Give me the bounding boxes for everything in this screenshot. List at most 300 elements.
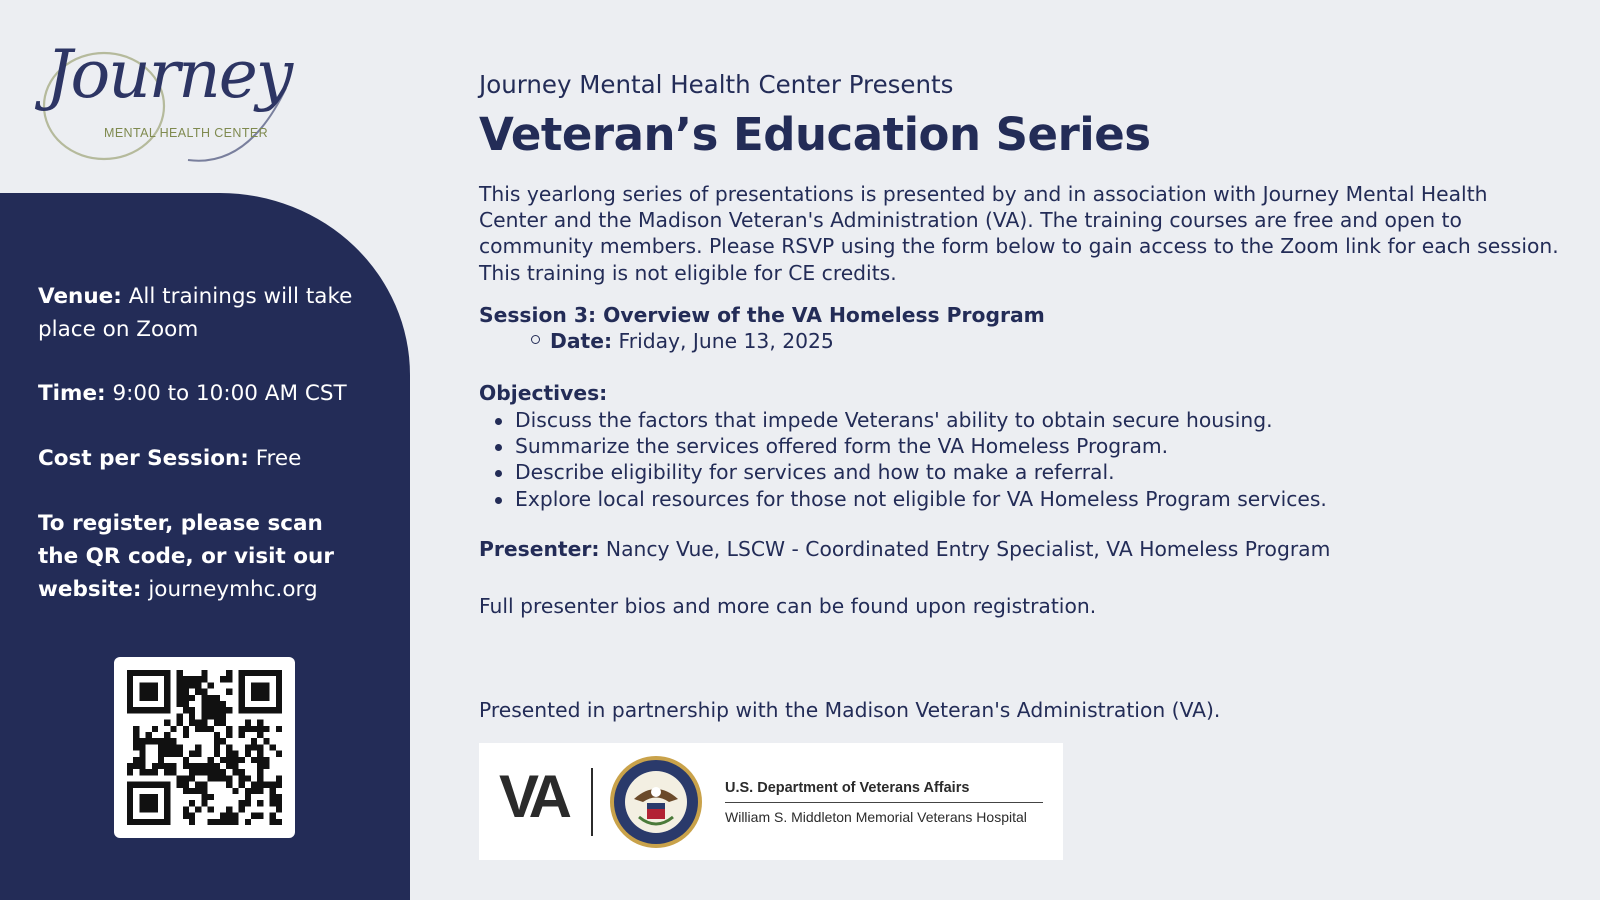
qr-module xyxy=(276,726,282,732)
qr-module xyxy=(245,751,251,757)
qr-module xyxy=(152,738,158,744)
qr-module xyxy=(189,676,195,682)
qr-module xyxy=(270,813,276,819)
qr-module xyxy=(189,788,195,794)
qr-module xyxy=(146,782,152,788)
qr-module xyxy=(251,695,257,701)
qr-module xyxy=(208,682,214,688)
qr-module xyxy=(158,782,164,788)
qr-module xyxy=(133,763,139,769)
qr-module xyxy=(195,726,201,732)
qr-module xyxy=(201,670,207,676)
qr-module xyxy=(170,726,176,732)
qr-module xyxy=(183,695,189,701)
qr-module xyxy=(158,757,164,763)
qr-module xyxy=(189,800,195,806)
qr-module xyxy=(270,670,276,676)
qr-module xyxy=(226,806,232,812)
qr-module xyxy=(257,732,263,738)
qr-module xyxy=(251,757,257,763)
qr-module xyxy=(201,763,207,769)
qr-module xyxy=(276,676,282,682)
qr-module xyxy=(195,769,201,775)
presenter-label: Presenter: xyxy=(479,537,600,561)
qr-module xyxy=(257,775,263,781)
qr-module xyxy=(133,757,139,763)
list-item: Summarize the services offered form the VA Homeless Program. xyxy=(479,433,1327,459)
qr-module xyxy=(127,794,133,800)
qr-module xyxy=(270,744,276,750)
cost-label: Cost per Session: xyxy=(38,446,249,471)
qr-module xyxy=(276,695,282,701)
qr-module xyxy=(183,726,189,732)
qr-module xyxy=(239,689,245,695)
qr-module xyxy=(164,695,170,701)
qr-module xyxy=(220,769,226,775)
qr-module xyxy=(127,806,133,812)
qr-module xyxy=(220,775,226,781)
qr-module xyxy=(139,763,145,769)
qr-module xyxy=(239,670,245,676)
qr-module xyxy=(139,682,145,688)
presenter-value: Nancy Vue, LSCW - Coordinated Entry Specialist, VA Homeless Program xyxy=(605,537,1331,561)
qr-module xyxy=(152,695,158,701)
qr-module xyxy=(201,701,207,707)
qr-module xyxy=(177,695,183,701)
qr-module xyxy=(226,813,232,819)
qr-module xyxy=(208,713,214,719)
partner-note: Presented in partnership with the Madison Veteran's Administration (VA). xyxy=(479,698,1221,722)
qr-module xyxy=(220,757,226,763)
qr-module xyxy=(226,782,232,788)
qr-module xyxy=(189,695,195,701)
qr-module xyxy=(164,751,170,757)
qr-module xyxy=(239,707,245,713)
va-seal-icon xyxy=(609,755,703,849)
logo-subtitle: MENTAL HEALTH CENTER xyxy=(104,126,269,140)
info-sidebar xyxy=(0,193,410,900)
qr-module xyxy=(152,707,158,713)
cost-value: Free xyxy=(255,446,302,471)
qr-module xyxy=(146,819,152,825)
qr-module xyxy=(263,763,269,769)
qr-module xyxy=(251,744,257,750)
qr-module xyxy=(139,757,145,763)
qr-module xyxy=(146,732,152,738)
qr-module xyxy=(195,689,201,695)
qr-module xyxy=(214,775,220,781)
qr-module xyxy=(183,813,189,819)
qr-module xyxy=(276,670,282,676)
qr-module xyxy=(164,819,170,825)
qr-module xyxy=(127,707,133,713)
qr-module xyxy=(226,707,232,713)
qr-module xyxy=(201,769,207,775)
qr-module xyxy=(164,782,170,788)
qr-module xyxy=(232,788,238,794)
qr-module xyxy=(220,720,226,726)
qr-module xyxy=(201,695,207,701)
qr-module xyxy=(239,732,245,738)
qr-module xyxy=(232,751,238,757)
qr-module xyxy=(263,757,269,763)
date-value: Friday, June 13, 2025 xyxy=(618,329,834,353)
qr-module xyxy=(201,707,207,713)
pre-title: Journey Mental Health Center Presents xyxy=(479,70,954,99)
qr-module xyxy=(270,819,276,825)
qr-module xyxy=(177,713,183,719)
qr-module xyxy=(164,676,170,682)
session-title: Session 3: Overview of the VA Homeless Program xyxy=(479,303,1045,327)
qr-module xyxy=(251,682,257,688)
list-item: Describe eligibility for services and how to make a referral. xyxy=(479,459,1327,485)
register-label: To register, please scan the QR code, or visit our website: xyxy=(38,511,334,602)
qr-module xyxy=(239,775,245,781)
time-value: 9:00 to 10:00 AM CST xyxy=(112,381,347,406)
qr-module xyxy=(195,682,201,688)
qr-module xyxy=(201,800,207,806)
cost-info xyxy=(38,442,378,475)
qr-module xyxy=(257,707,263,713)
qr-module xyxy=(189,713,195,719)
qr-module xyxy=(158,738,164,744)
qr-module xyxy=(164,701,170,707)
qr-module xyxy=(251,726,257,732)
qr-module xyxy=(195,763,201,769)
qr-module xyxy=(127,695,133,701)
qr-module xyxy=(257,726,263,732)
qr-module xyxy=(127,782,133,788)
qr-module xyxy=(183,682,189,688)
qr-module xyxy=(263,782,269,788)
qr-module xyxy=(208,769,214,775)
register-info xyxy=(38,507,358,606)
qr-module xyxy=(170,738,176,744)
qr-module xyxy=(276,782,282,788)
qr-module xyxy=(208,757,214,763)
qr-module xyxy=(257,682,263,688)
qr-module xyxy=(139,806,145,812)
qr-module xyxy=(257,769,263,775)
qr-module xyxy=(276,775,282,781)
qr-module xyxy=(214,819,220,825)
qr-module xyxy=(220,701,226,707)
qr-module xyxy=(189,775,195,781)
qr-module xyxy=(139,782,145,788)
qr-module xyxy=(232,763,238,769)
qr-module xyxy=(127,701,133,707)
qr-module xyxy=(164,788,170,794)
objectives-list xyxy=(479,407,1327,512)
qr-module xyxy=(158,819,164,825)
qr-module xyxy=(133,670,139,676)
qr-module xyxy=(232,757,238,763)
qr-module xyxy=(276,701,282,707)
qr-module xyxy=(201,713,207,719)
qr-module xyxy=(257,744,263,750)
qr-module xyxy=(189,813,195,819)
va-logo-mark: VA xyxy=(499,763,566,830)
venue-value: All trainings will take place on Zoom xyxy=(38,284,353,342)
qr-module xyxy=(214,732,220,738)
qr-module xyxy=(257,763,263,769)
qr-module xyxy=(127,800,133,806)
qr-module xyxy=(239,757,245,763)
qr-module xyxy=(127,819,133,825)
qr-module xyxy=(270,794,276,800)
qr-module xyxy=(152,794,158,800)
venue-info xyxy=(38,280,378,346)
qr-module xyxy=(177,701,183,707)
qr-module xyxy=(170,751,176,757)
qr-module xyxy=(146,769,152,775)
journey-logo xyxy=(38,36,300,170)
qr-module xyxy=(251,813,257,819)
qr-module xyxy=(239,695,245,701)
qr-module xyxy=(263,707,269,713)
session-date xyxy=(531,329,834,353)
qr-module xyxy=(146,707,152,713)
qr-module xyxy=(195,676,201,682)
qr-module xyxy=(164,800,170,806)
qr-module xyxy=(232,813,238,819)
qr-module xyxy=(263,695,269,701)
qr-module xyxy=(257,757,263,763)
qr-module xyxy=(152,769,158,775)
qr-module xyxy=(220,676,226,682)
qr-module xyxy=(177,744,183,750)
va-department: U.S. Department of Veterans Affairs xyxy=(725,780,970,796)
qr-module xyxy=(251,788,257,794)
qr-module xyxy=(189,763,195,769)
qr-module xyxy=(189,682,195,688)
qr-module xyxy=(201,782,207,788)
qr-module xyxy=(127,763,133,769)
objectives-title: Objectives: xyxy=(479,381,608,405)
qr-module xyxy=(226,689,232,695)
qr-module xyxy=(220,713,226,719)
qr-module xyxy=(208,775,214,781)
qr-module xyxy=(208,763,214,769)
presenter-info xyxy=(479,537,1330,561)
qr-module xyxy=(164,813,170,819)
qr-module xyxy=(152,763,158,769)
qr-module xyxy=(195,744,201,750)
qr-module xyxy=(189,707,195,713)
page-title: Veteran’s Education Series xyxy=(479,108,1151,161)
qr-module xyxy=(195,751,201,757)
qr-module xyxy=(177,689,183,695)
va-banner xyxy=(479,743,1063,860)
list-item: Explore local resources for those not eligible for VA Homeless Program services. xyxy=(479,486,1327,512)
qr-module xyxy=(270,788,276,794)
bios-note: Full presenter bios and more can be found upon registration. xyxy=(479,594,1097,618)
qr-module xyxy=(276,794,282,800)
qr-module xyxy=(133,738,139,744)
qr-module xyxy=(245,720,251,726)
qr-module xyxy=(127,676,133,682)
circle-bullet-icon xyxy=(531,335,540,344)
qr-module xyxy=(164,806,170,812)
qr-module xyxy=(152,682,158,688)
qr-module xyxy=(201,676,207,682)
qr-module xyxy=(239,701,245,707)
qr-module xyxy=(226,757,232,763)
qr-module xyxy=(127,670,133,676)
qr-module xyxy=(232,819,238,825)
qr-module xyxy=(146,689,152,695)
qr-module xyxy=(276,800,282,806)
qr-module xyxy=(183,732,189,738)
qr-module xyxy=(239,676,245,682)
qr-module xyxy=(189,720,195,726)
qr-module xyxy=(245,775,251,781)
qr-module xyxy=(133,732,139,738)
qr-module xyxy=(257,751,263,757)
qr-module xyxy=(263,726,269,732)
qr-module xyxy=(164,732,170,738)
qr-module xyxy=(177,682,183,688)
qr-module xyxy=(152,726,158,732)
qr-module xyxy=(177,775,183,781)
qr-module xyxy=(195,720,201,726)
logo-wordmark: Journey xyxy=(46,36,292,113)
qr-module xyxy=(245,819,251,825)
qr-module xyxy=(239,800,245,806)
qr-module xyxy=(263,682,269,688)
qr-module xyxy=(127,682,133,688)
qr-module xyxy=(239,769,245,775)
qr-module xyxy=(146,738,152,744)
qr-module xyxy=(133,744,139,750)
va-divider xyxy=(591,768,593,836)
qr-module xyxy=(201,689,207,695)
qr-module xyxy=(152,782,158,788)
qr-module xyxy=(214,707,220,713)
qr-module xyxy=(251,782,257,788)
qr-module xyxy=(183,782,189,788)
qr-module xyxy=(245,794,251,800)
qr-module xyxy=(152,806,158,812)
qr-module xyxy=(263,738,269,744)
qr-module xyxy=(164,738,170,744)
qr-module xyxy=(195,806,201,812)
website-link[interactable]: journeymhc.org xyxy=(148,577,318,602)
qr-module xyxy=(139,695,145,701)
qr-module xyxy=(245,788,251,794)
qr-module xyxy=(177,751,183,757)
qr-module xyxy=(146,682,152,688)
qr-module xyxy=(158,707,164,713)
qr-module xyxy=(164,720,170,726)
qr-module xyxy=(146,794,152,800)
qr-module xyxy=(201,794,207,800)
qr-module xyxy=(133,819,139,825)
qr-module xyxy=(158,763,164,769)
qr-module xyxy=(152,670,158,676)
qr-module xyxy=(239,806,245,812)
qr-module xyxy=(139,707,145,713)
time-info xyxy=(38,377,378,410)
qr-module xyxy=(239,726,245,732)
qr-module xyxy=(270,707,276,713)
qr-module xyxy=(183,775,189,781)
qr-module xyxy=(257,695,263,701)
qr-module xyxy=(158,744,164,750)
qr-module xyxy=(195,782,201,788)
qr-module xyxy=(183,788,189,794)
qr-module xyxy=(189,751,195,757)
qr-module xyxy=(177,782,183,788)
qr-module xyxy=(214,769,220,775)
qr-module xyxy=(164,670,170,676)
qr-module xyxy=(146,800,152,806)
qr-module xyxy=(226,763,232,769)
qr-module xyxy=(183,707,189,713)
qr-module xyxy=(257,800,263,806)
qr-module xyxy=(189,769,195,775)
qr-module xyxy=(214,763,220,769)
qr-module xyxy=(183,806,189,812)
qr-module xyxy=(245,744,251,750)
qr-module xyxy=(152,819,158,825)
qr-module xyxy=(226,744,232,750)
qr-module xyxy=(201,726,207,732)
qr-module xyxy=(208,726,214,732)
qr-module xyxy=(226,670,232,676)
qr-module xyxy=(139,738,145,744)
qr-module xyxy=(276,819,282,825)
qr-module xyxy=(183,676,189,682)
qr-module xyxy=(139,800,145,806)
qr-module xyxy=(170,763,176,769)
qr-code[interactable] xyxy=(114,657,295,838)
time-label: Time: xyxy=(38,381,106,406)
qr-module xyxy=(226,819,232,825)
qr-module xyxy=(164,689,170,695)
qr-module xyxy=(263,689,269,695)
qr-module xyxy=(146,695,152,701)
qr-module xyxy=(139,689,145,695)
qr-module xyxy=(146,670,152,676)
qr-module xyxy=(139,819,145,825)
va-rule xyxy=(725,802,1043,803)
qr-module xyxy=(226,676,232,682)
qr-module xyxy=(270,800,276,806)
qr-code-icon xyxy=(127,670,282,825)
qr-module xyxy=(226,726,232,732)
qr-module xyxy=(220,707,226,713)
qr-module xyxy=(208,707,214,713)
qr-module xyxy=(270,782,276,788)
qr-module xyxy=(164,763,170,769)
qr-module xyxy=(139,794,145,800)
qr-module xyxy=(177,676,183,682)
qr-module xyxy=(133,726,139,732)
qr-module xyxy=(208,806,214,812)
qr-module xyxy=(214,738,220,744)
qr-module xyxy=(226,732,232,738)
qr-module xyxy=(183,763,189,769)
qr-module xyxy=(170,744,176,750)
qr-module xyxy=(139,744,145,750)
qr-module xyxy=(183,689,189,695)
qr-module xyxy=(251,670,257,676)
qr-module xyxy=(183,701,189,707)
list-item: Discuss the factors that impede Veterans' ability to obtain secure housing. xyxy=(479,407,1327,433)
venue-label: Venue: xyxy=(38,284,122,309)
qr-module xyxy=(251,738,257,744)
